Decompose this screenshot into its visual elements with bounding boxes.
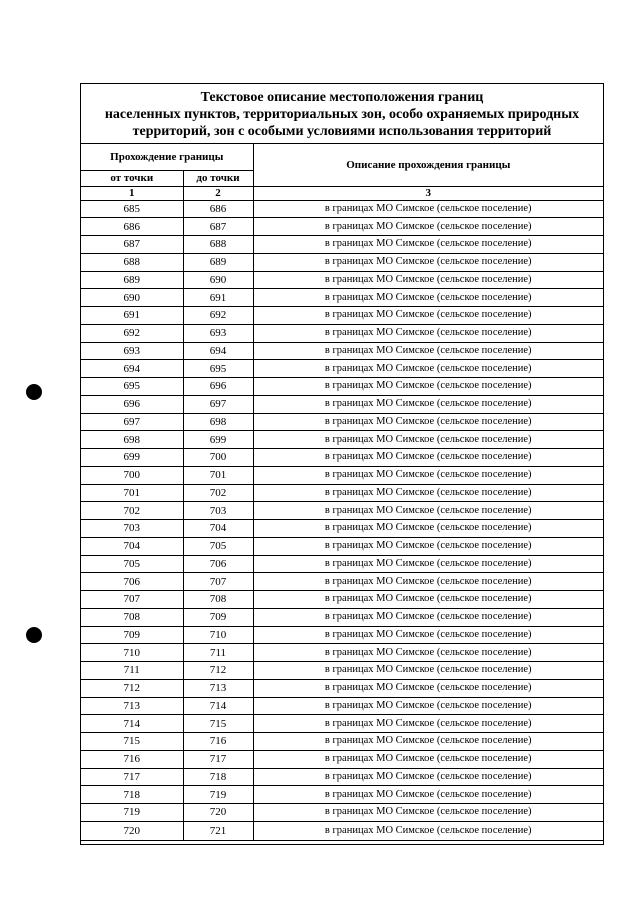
- from-point-cell: 713: [81, 697, 183, 715]
- from-point-cell: 696: [81, 395, 183, 413]
- description-cell: в границах МО Симское (сельское поселение): [253, 342, 603, 360]
- from-point-cell: 700: [81, 466, 183, 484]
- from-point-cell: 686: [81, 218, 183, 236]
- from-point-cell: 708: [81, 608, 183, 626]
- to-point-cell: 695: [183, 360, 253, 378]
- header-from-point: от точки: [81, 170, 183, 186]
- to-point-cell: 712: [183, 662, 253, 680]
- to-point-cell: 721: [183, 821, 253, 840]
- description-cell: в границах МО Симское (сельское поселение): [253, 218, 603, 236]
- from-point-cell: 698: [81, 431, 183, 449]
- description-cell: в границах МО Симское (сельское поселение): [253, 360, 603, 378]
- to-point-cell: 689: [183, 253, 253, 271]
- description-cell: в границах МО Симское (сельское поселение): [253, 591, 603, 609]
- table-row: [81, 768, 603, 786]
- from-point-cell: 705: [81, 555, 183, 573]
- description-cell: в границах МО Симское (сельское поселение): [253, 573, 603, 591]
- table-row: [81, 662, 603, 680]
- from-point-cell: 699: [81, 449, 183, 467]
- description-cell: в границах МО Симское (сельское поселение): [253, 644, 603, 662]
- description-cell: в границах МО Симское (сельское поселение): [253, 555, 603, 573]
- from-point-cell: 707: [81, 591, 183, 609]
- description-cell: в границах МО Симское (сельское поселение): [253, 253, 603, 271]
- to-point-cell: 708: [183, 591, 253, 609]
- to-point-cell: 717: [183, 750, 253, 768]
- table-row: [81, 378, 603, 396]
- description-cell: в границах МО Симское (сельское поселение): [253, 289, 603, 307]
- table-row: [81, 324, 603, 342]
- to-point-cell: 686: [183, 200, 253, 218]
- header-col-number-3: 3: [253, 186, 603, 200]
- description-cell: в границах МО Симское (сельское поселение): [253, 626, 603, 644]
- header-col-number-2: 2: [183, 186, 253, 200]
- table-row: [81, 520, 603, 538]
- table-row: [81, 679, 603, 697]
- table-row: [81, 236, 603, 254]
- header-col-number-1: 1: [81, 186, 183, 200]
- to-point-cell: 709: [183, 608, 253, 626]
- boundary-table: [81, 144, 603, 841]
- table-row: [81, 750, 603, 768]
- description-cell: в границах МО Симское (сельское поселение): [253, 786, 603, 804]
- description-cell: в границах МО Симское (сельское поселение): [253, 431, 603, 449]
- description-cell: в границах МО Симское (сельское поселение): [253, 804, 603, 822]
- description-cell: в границах МО Симское (сельское поселение): [253, 608, 603, 626]
- from-point-cell: 689: [81, 271, 183, 289]
- from-point-cell: 702: [81, 502, 183, 520]
- from-point-cell: 685: [81, 200, 183, 218]
- from-point-cell: 709: [81, 626, 183, 644]
- description-cell: в границах МО Симское (сельское поселение): [253, 466, 603, 484]
- table-row: [81, 484, 603, 502]
- from-point-cell: 712: [81, 679, 183, 697]
- to-point-cell: 701: [183, 466, 253, 484]
- to-point-cell: 704: [183, 520, 253, 538]
- description-cell: в границах МО Симское (сельское поселение): [253, 395, 603, 413]
- table-row: [81, 307, 603, 325]
- from-point-cell: 715: [81, 733, 183, 751]
- table-row: [81, 271, 603, 289]
- table-row: [81, 289, 603, 307]
- from-point-cell: 717: [81, 768, 183, 786]
- to-point-cell: 688: [183, 236, 253, 254]
- table-row: [81, 626, 603, 644]
- table-row: [81, 555, 603, 573]
- document-title: [81, 84, 603, 144]
- description-cell: в границах МО Симское (сельское поселение): [253, 378, 603, 396]
- to-point-cell: 716: [183, 733, 253, 751]
- description-cell: в границах МО Симское (сельское поселение): [253, 520, 603, 538]
- to-point-cell: 703: [183, 502, 253, 520]
- table-row: [81, 342, 603, 360]
- description-cell: в границах МО Симское (сельское поселение): [253, 733, 603, 751]
- description-cell: в границах МО Симское (сельское поселение): [253, 200, 603, 218]
- description-cell: в границах МО Симское (сельское поселение): [253, 413, 603, 431]
- to-point-cell: 694: [183, 342, 253, 360]
- from-point-cell: 703: [81, 520, 183, 538]
- to-point-cell: 719: [183, 786, 253, 804]
- to-point-cell: 720: [183, 804, 253, 822]
- from-point-cell: 694: [81, 360, 183, 378]
- table-row: [81, 644, 603, 662]
- from-point-cell: 710: [81, 644, 183, 662]
- table-row: [81, 466, 603, 484]
- title-line-1: Текстовое описание местоположения границ: [200, 90, 484, 105]
- header-boundary-passage: Прохождение границы: [81, 144, 253, 170]
- description-cell: в границах МО Симское (сельское поселение): [253, 537, 603, 555]
- to-point-cell: 696: [183, 378, 253, 396]
- table-row: [81, 449, 603, 467]
- table-row: [81, 253, 603, 271]
- from-point-cell: 693: [81, 342, 183, 360]
- description-cell: в границах МО Симское (сельское поселение): [253, 502, 603, 520]
- to-point-cell: 707: [183, 573, 253, 591]
- to-point-cell: 698: [183, 413, 253, 431]
- to-point-cell: 691: [183, 289, 253, 307]
- from-point-cell: 691: [81, 307, 183, 325]
- from-point-cell: 718: [81, 786, 183, 804]
- from-point-cell: 719: [81, 804, 183, 822]
- table-row: [81, 697, 603, 715]
- description-cell: в границах МО Симское (сельское поселение): [253, 449, 603, 467]
- from-point-cell: 688: [81, 253, 183, 271]
- description-cell: в границах МО Симское (сельское поселение): [253, 821, 603, 840]
- from-point-cell: 687: [81, 236, 183, 254]
- table-row: [81, 608, 603, 626]
- from-point-cell: 716: [81, 750, 183, 768]
- header-to-point: до точки: [183, 170, 253, 186]
- table-row: [81, 502, 603, 520]
- boundary-description-document: [80, 83, 604, 845]
- table-row: [81, 395, 603, 413]
- table-row: [81, 537, 603, 555]
- description-cell: в границах МО Симское (сельское поселение): [253, 307, 603, 325]
- table-row: [81, 413, 603, 431]
- from-point-cell: 695: [81, 378, 183, 396]
- table-row: [81, 573, 603, 591]
- to-point-cell: 718: [183, 768, 253, 786]
- header-description: Описание прохождения границы: [253, 144, 603, 186]
- to-point-cell: 714: [183, 697, 253, 715]
- from-point-cell: 692: [81, 324, 183, 342]
- from-point-cell: 711: [81, 662, 183, 680]
- title-line-3: территорий, зон с особыми условиями использования территорий: [132, 124, 552, 139]
- description-cell: в границах МО Симское (сельское поселение): [253, 484, 603, 502]
- description-cell: в границах МО Симское (сельское поселение): [253, 697, 603, 715]
- to-point-cell: 705: [183, 537, 253, 555]
- from-point-cell: 690: [81, 289, 183, 307]
- from-point-cell: 704: [81, 537, 183, 555]
- table-row: [81, 218, 603, 236]
- to-point-cell: 699: [183, 431, 253, 449]
- description-cell: в границах МО Симское (сельское поселение): [253, 271, 603, 289]
- table-row: [81, 733, 603, 751]
- description-cell: в границах МО Симское (сельское поселение): [253, 679, 603, 697]
- table-row: [81, 360, 603, 378]
- from-point-cell: 697: [81, 413, 183, 431]
- to-point-cell: 687: [183, 218, 253, 236]
- table-row: [81, 786, 603, 804]
- to-point-cell: 692: [183, 307, 253, 325]
- to-point-cell: 702: [183, 484, 253, 502]
- to-point-cell: 715: [183, 715, 253, 733]
- table-row: [81, 804, 603, 822]
- title-line-2: населенных пунктов, территориальных зон, особо охраняемых природных: [104, 107, 580, 122]
- description-cell: в границах МО Симское (сельское поселение): [253, 768, 603, 786]
- table-row: [81, 200, 603, 218]
- table-row: [81, 431, 603, 449]
- to-point-cell: 690: [183, 271, 253, 289]
- from-point-cell: 701: [81, 484, 183, 502]
- punch-hole-icon: [26, 384, 42, 400]
- table-row: [81, 715, 603, 733]
- to-point-cell: 711: [183, 644, 253, 662]
- to-point-cell: 713: [183, 679, 253, 697]
- to-point-cell: 706: [183, 555, 253, 573]
- to-point-cell: 693: [183, 324, 253, 342]
- table-row: [81, 821, 603, 840]
- description-cell: в границах МО Симское (сельское поселение): [253, 750, 603, 768]
- from-point-cell: 706: [81, 573, 183, 591]
- to-point-cell: 700: [183, 449, 253, 467]
- to-point-cell: 710: [183, 626, 253, 644]
- description-cell: в границах МО Симское (сельское поселение): [253, 662, 603, 680]
- from-point-cell: 714: [81, 715, 183, 733]
- description-cell: в границах МО Симское (сельское поселение): [253, 324, 603, 342]
- description-cell: в границах МО Симское (сельское поселение): [253, 236, 603, 254]
- table-row: [81, 591, 603, 609]
- from-point-cell: 720: [81, 821, 183, 840]
- description-cell: в границах МО Симское (сельское поселение): [253, 715, 603, 733]
- to-point-cell: 697: [183, 395, 253, 413]
- punch-hole-icon: [26, 627, 42, 643]
